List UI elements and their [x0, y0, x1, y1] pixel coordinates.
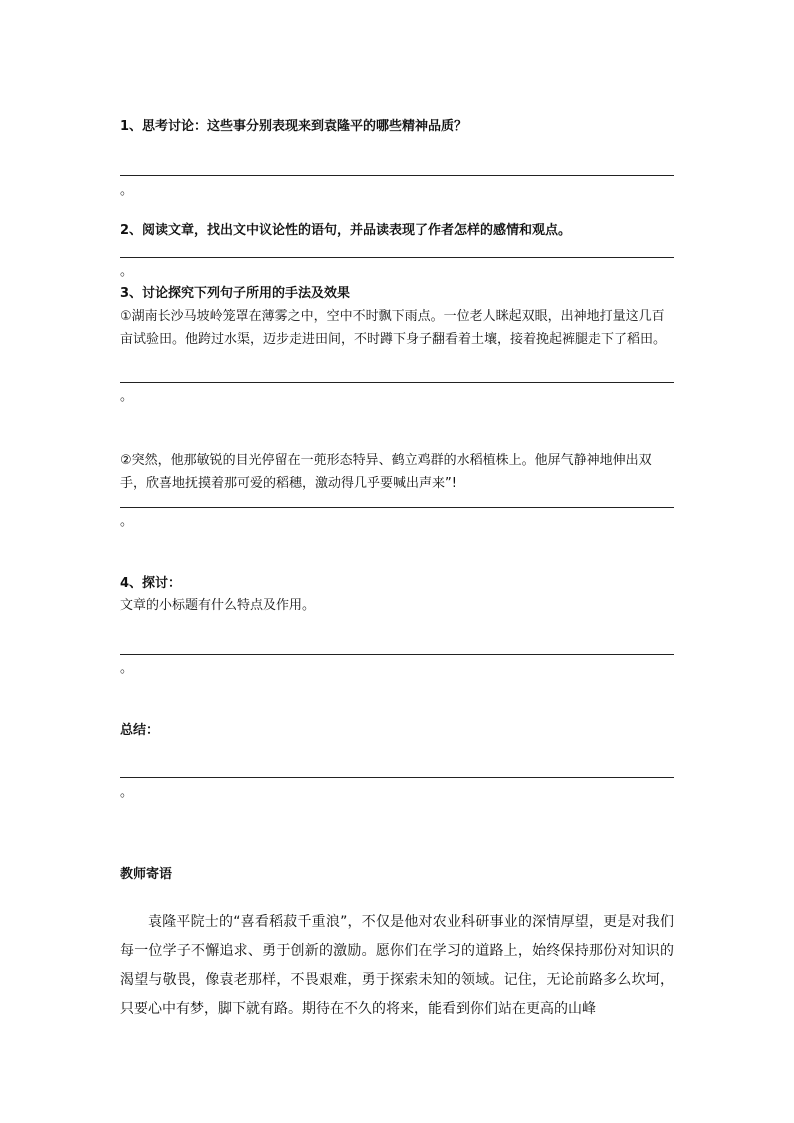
answer-end-4: 。	[120, 661, 134, 676]
answer-line-3a[interactable]	[120, 382, 674, 383]
question-1-title: 1、思考讨论：这些事分别表现来到袁隆平的哪些精神品质？	[120, 119, 468, 134]
teacher-message: 袁隆平院士的“喜看稻菽千重浪”，不仅是他对农业科研事业的深情厚望，更是对我们每一位学子不懈追求、勇于创新的激励。愿你们在学习的道路上，始终保持那份对知识的渴望与敬畏，像袁老那样，不畏艰难，勇于探索未知的领域。记住，无论前路多么坎坷，只要心中有梦，脚下就有路。期待在不久的将来，能看到你们站在更高的山峰	[120, 914, 674, 1017]
summary-title: 总结：	[120, 723, 160, 738]
answer-line-4[interactable]	[120, 654, 674, 655]
question-3-sentence-1: ①湖南长沙马坡岭笼罩在薄雾之中，空中不时飘下雨点。一位老人眯起双眼，出神地打量这几百亩试验田。他跨过水渠，迈步走进田间，不时蹲下身子翻看着土壤，接着挽起裤腿走下了稻田。	[120, 309, 667, 347]
answer-line-summary[interactable]	[120, 777, 674, 778]
answer-end-3a: 。	[120, 389, 134, 404]
question-3-title: 3、讨论探究下列句子所用的手法及效果	[120, 286, 351, 301]
question-4-title: 4、探讨：	[120, 576, 182, 591]
answer-end-summary: 。	[120, 785, 134, 800]
question-3-sentence-2: ②突然，他那敏锐的目光停留在一蔸形态特异、鹤立鸡群的水稻植株上。他屏气静神地伸出双手，欣喜地抚摸着那可爱的稻穗，激动得几乎要喊出声来”!	[120, 453, 652, 491]
teacher-heading: 教师寄语	[120, 867, 173, 882]
answer-line-3b[interactable]	[120, 507, 674, 508]
answer-end-3b: 。	[120, 514, 134, 529]
question-2-title: 2、阅读文章，找出文中议论性的语句，并品读表现了作者怎样的感情和观点。	[120, 223, 572, 238]
answer-end-2: 。	[120, 264, 134, 279]
question-4-text: 文章的小标题有什么特点及作用。	[120, 598, 316, 613]
answer-end-1: 。	[120, 183, 134, 198]
answer-line-1[interactable]	[120, 175, 674, 176]
answer-line-2[interactable]	[120, 257, 674, 258]
